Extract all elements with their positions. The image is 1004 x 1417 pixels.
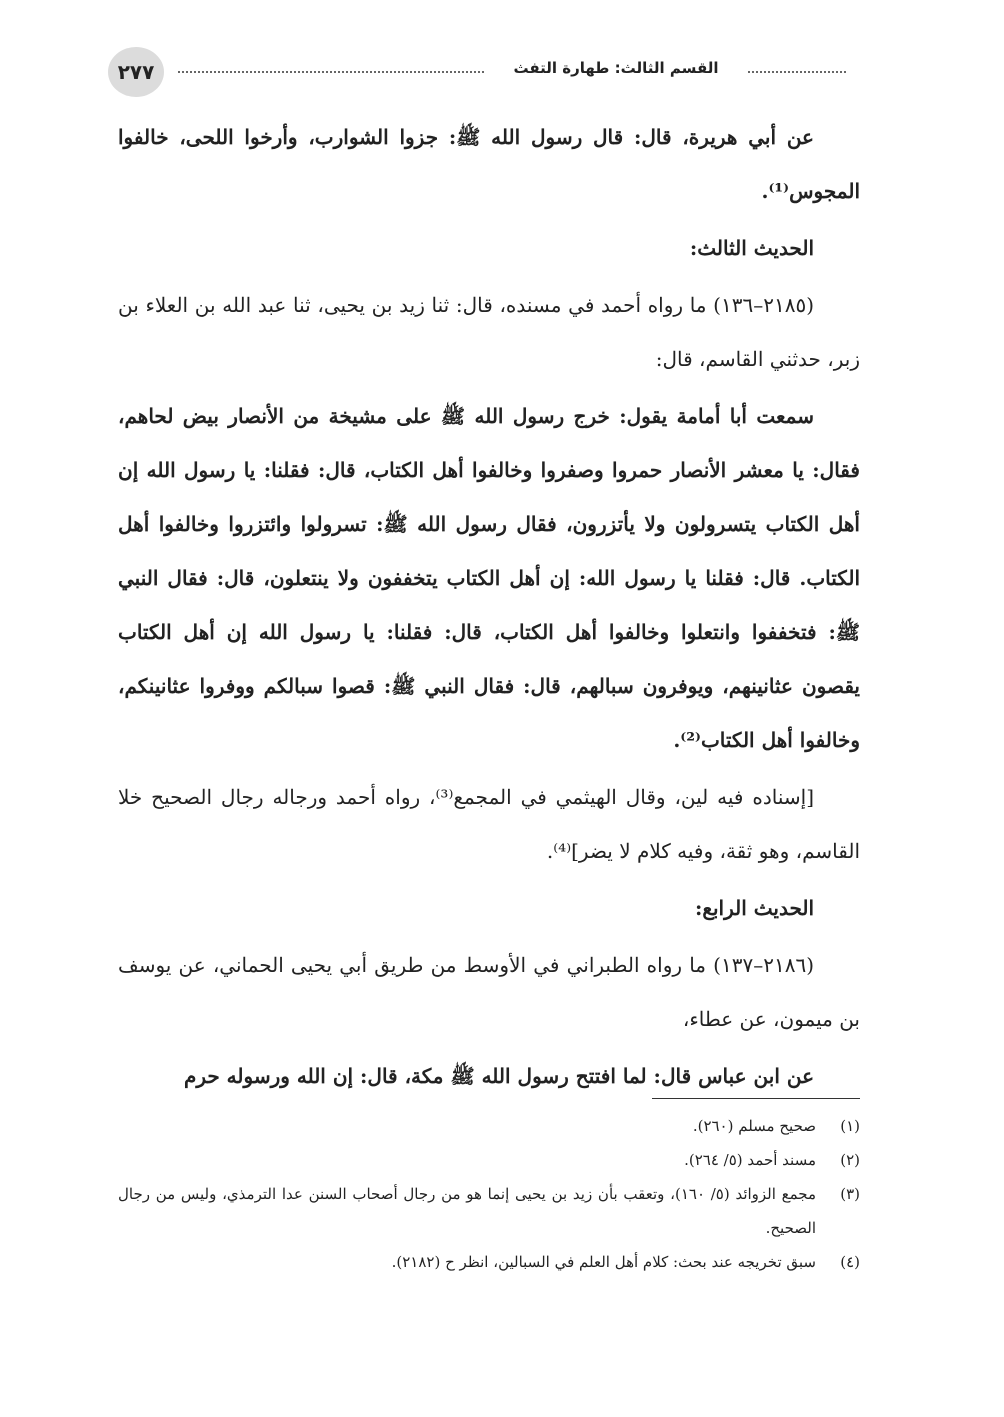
footnote: [118, 1109, 860, 1143]
section-heading: الحديث الرابع:: [694, 896, 814, 920]
running-title: القسم الثالث: طهارة التفث: [513, 59, 719, 77]
footnote-text: صحيح مسلم (٢٦٠).: [692, 1117, 816, 1135]
hadith-text: عن ابن عباس قال: لما افتتح رسول الله ﷺ مكة، قال: إن الله ورسوله حرم: [183, 1064, 814, 1088]
footnote-text: سبق تخريجه عند بحث: كلام أهل العلم في السبالين، انظر ح (٢١٨٢).: [391, 1253, 816, 1271]
header-dotted-rule: [748, 71, 846, 73]
footnote: [118, 1245, 860, 1279]
footnote-number: (٤): [840, 1253, 860, 1271]
footnote-text: مجمع الزوائد (٥/ ١٦٠)، وتعقب بأن زيد بن يحيى إنما هو من رجال أصحاب السنن عدا الترمذي، وليس من رجال الصحيح.: [118, 1185, 817, 1237]
header-dotted-rule: [178, 71, 484, 73]
hadith-text: عن أبي هريرة، قال: قال رسول الله ﷺ: جزوا الشوارب، وأرخوا اللحى، خالفوا المجوس⁽¹⁾.: [118, 125, 860, 203]
hadith-text: سمعت أبا أمامة يقول: خرج رسول الله ﷺ على مشيخة من الأنصار بيض لحاهم، فقال: يا معشر الأنصار حمروا وصفروا وخالفوا أهل الكتاب، قال: فقلنا: يا رسول الله إن أهل الكتاب يتسرولون ولا يأتزرون، فقال رسول الله ﷺ: تسرولوا وائتزروا وخالفوا أهل الكتاب. قال: فقلنا يا رسول الله: إن أهل الكتاب يتخففون ولا ينتعلون، قال: فقال النبي ﷺ: فتخففوا وانتعلوا وخالفوا أهل الكتاب، قال: فقلنا: يا رسول الله إن أهل الكتاب يقصون عثانينهم، ويوفرون سبالهم، قال: فقال النبي ﷺ: قصوا سبالكم ووفروا عثانينكم، وخالفوا أهل الكتاب⁽²⁾.: [118, 404, 860, 752]
chain-of-narration: (٢١٨٦–١٣٧) ما رواه الطبراني في الأوسط من طريق أبي يحيى الحماني، عن يوسف بن ميمون، عن عطاء،: [118, 953, 860, 1031]
section-heading: الحديث الثالث:: [689, 236, 814, 260]
chain-of-narration: (٢١٨٥–١٣٦) ما رواه أحمد في مسنده، قال: ثنا زيد بن يحيى، ثنا عبد الله بن العلاء بن زبر، حدثني القاسم، قال:: [118, 293, 860, 371]
footnote: [118, 1177, 860, 1245]
footnote-number: (٣): [840, 1185, 860, 1203]
grading-note: [إسناده فيه لين، وقال الهيثمي في المجمع⁽³⁾، رواه أحمد ورجاله رجال الصحيح خلا القاسم، وهو ثقة، وفيه كلام لا يضر]⁽⁴⁾.: [118, 785, 860, 863]
footnote-text: مسند أحمد (٥/ ٢٦٤).: [684, 1151, 816, 1169]
footnote: [118, 1143, 860, 1177]
footnote-number: (١): [840, 1117, 860, 1135]
footnote-separator: [652, 1098, 860, 1099]
footnote-number: (٢): [840, 1151, 860, 1169]
footnotes: [118, 1098, 860, 1279]
page-number: ٢٧٧: [108, 47, 164, 97]
page-header: [108, 47, 860, 97]
main-text: [118, 110, 860, 1106]
